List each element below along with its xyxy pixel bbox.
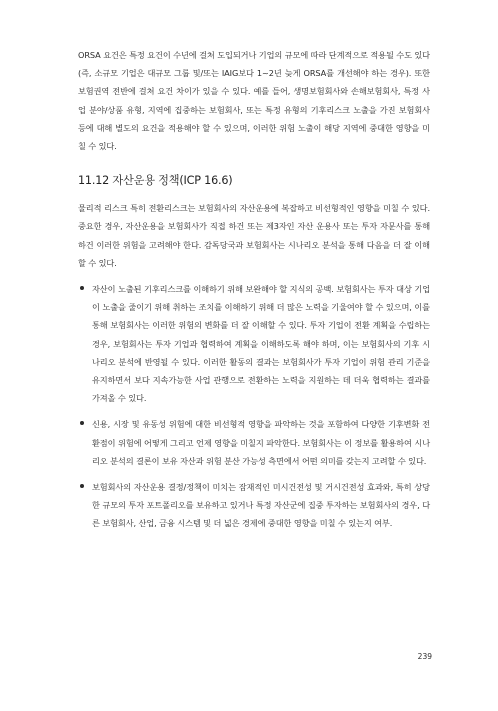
- bullet-icon: [80, 484, 84, 488]
- list-item: [78, 415, 430, 470]
- intro-paragraph: ORSA 요건은 특정 요건이 수년에 걸쳐 도입되거나 기업의 규모에 따라 단계적으로 적용될 수도 있다(즉, 소규모 기업은 대규모 그룹 및/또는 IAIG보다 1~2년 늦게 ORSA를 개선해야 하는 경우). 또한 보험권역 전반에 걸쳐 요건 차이가 있을 수 있다. 예를 들어, 생명보험회사와 손해보험회사, 특정 사업 분야/상품 유형, 지역에 집중하는 보험회사, 또는 특정 유형의 기후리스크 노출을 가진 보험회사 등에 대해 별도의 요건을 적용해야 할 수 있으며, 이러한 위험 노출이 해당 지역에 중대한 영향을 미칠 수 있다.: [78, 50, 430, 152]
- page-content: [78, 46, 430, 541]
- list-item: [78, 478, 430, 533]
- bullet-icon: [80, 421, 84, 425]
- bullet-icon: [80, 286, 84, 290]
- bullet-text: 자산이 노출된 기후리스크를 이해하기 위해 보완해야 할 지식의 공백. 보험회사는 투자 대상 기업이 노출을 줄이기 위해 취하는 조치를 이해하기 위해 더 많은 노력을 기울여야 할 수 있으며, 이를 통해 보험회사는 이러한 위험의 변화를 더 잘 이해할 수 있다. 투자 기업이 전환 계획을 수립하는 경우, 보험회사는 투자 기업과 협력하여 계획을 이해하도록 해야 하며, 이는 보험회사의 기후 시나리오 분석에 반영될 수 있다. 이러한 활동의 결과는 보험회사가 투자 기업이 위험 관리 기준을 유지하면서 보다 지속가능한 사업 관행으로 전환하는 노력을 지원하는 데 더욱 협력하는 결과를 가져올 수 있다.: [92, 284, 430, 404]
- bullet-text: 보험회사의 자산운용 결정/정책이 미치는 잠재적인 미시건전성 및 거시건전성 효과와, 특히 상당한 규모의 투자 포트폴리오를 보유하고 있거나 특정 자산군에 집중 투자하는 보험회사의 경우, 다른 보험회사, 산업, 금융 시스템 및 더 넓은 경제에 중대한 영향을 미칠 수 있는지 여부.: [92, 482, 430, 529]
- section-heading: 11.12 자산운용 정책(ICP 16.6): [78, 174, 233, 188]
- bullet-list: [78, 280, 430, 533]
- list-item: [78, 280, 430, 407]
- page-number: 239: [417, 652, 432, 661]
- section-paragraph: 물리적 리스크 특히 전환리스크는 보험회사의 자산운용에 복잡하고 비선형적인 영향을 미칠 수 있다. 중요한 경우, 자산운용을 보험회사가 직접 하건 또는 제3자인 자산 운용사 또는 투자 자문사를 통해 하건 이러한 위험을 고려해야 한다. 감독당국과 보험회사는 시나리오 분석을 통해 다음을 더 잘 이해할 수 있다.: [78, 203, 430, 268]
- bullet-text: 신용, 시장 및 유동성 위험에 대한 비선형적 영향을 파악하는 것을 포함하여 다양한 기후변화 전환점이 위험에 어떻게 그리고 언제 영향을 미칠지 파악한다. 보험회사는 이 정보를 활용하여 시나리오 분석의 결론이 보유 자산과 위험 분산 가능성 측면에서 어떤 의미를 갖는지 고려할 수 있다.: [92, 419, 430, 466]
